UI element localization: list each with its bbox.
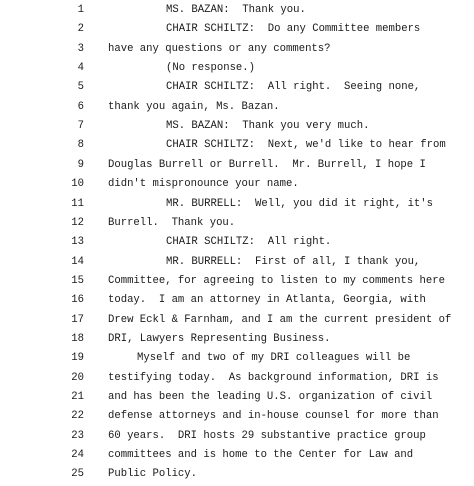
transcript-line (0, 407, 474, 426)
transcript-line (0, 1, 474, 20)
line-text: CHAIR SCHILTZ: Do any Committee members (166, 23, 421, 36)
transcript-line (0, 369, 474, 388)
line-text: committees and is home to the Center for Law and (108, 449, 414, 462)
line-number: 16 (71, 294, 84, 307)
transcript-line (0, 291, 474, 310)
line-number: 20 (71, 371, 84, 384)
line-number: 3 (77, 42, 84, 55)
transcript-line (0, 427, 474, 446)
line-number: 15 (71, 274, 84, 287)
transcript-line (0, 40, 474, 59)
line-text: have any questions or any comments? (108, 42, 331, 55)
line-number: 5 (77, 81, 84, 94)
line-number: 2 (77, 23, 84, 36)
line-text: thank you again, Ms. Bazan. (108, 100, 280, 113)
line-number: 25 (71, 468, 84, 481)
line-text: CHAIR SCHILTZ: Next, we'd like to hear from (166, 139, 446, 152)
line-text: defense attorneys and in-house counsel for more than (108, 410, 439, 423)
transcript-line (0, 446, 474, 465)
line-number: 21 (71, 391, 84, 403)
transcript-line (0, 59, 474, 78)
line-number: 9 (77, 158, 84, 171)
line-text: MR. BURRELL: Well, you did it right, it's (166, 197, 434, 210)
transcript-line (0, 20, 474, 39)
line-text: 60 years. DRI hosts 29 substantive practice group (108, 429, 426, 442)
line-text: Drew Eckl & Farnham, and I am the current president of (108, 313, 452, 326)
line-text: Burrell. Thank you. (108, 216, 236, 229)
line-number: 6 (77, 100, 84, 113)
line-text: Committee, for agreeing to listen to my comments here (108, 274, 445, 287)
line-number: 18 (71, 332, 84, 345)
line-number: 22 (71, 410, 84, 423)
transcript-line (0, 388, 474, 407)
line-text: MS. BAZAN: Thank you very much. (166, 120, 370, 133)
line-number: 8 (77, 139, 84, 152)
line-text: Douglas Burrell or Burrell. Mr. Burrell, I hope I (108, 158, 426, 171)
transcript-line (0, 117, 474, 136)
line-number: 7 (77, 120, 84, 133)
line-text: MR. BURRELL: First of all, I thank you, (166, 255, 421, 268)
line-number: 17 (71, 313, 84, 326)
transcript-line (0, 253, 474, 272)
transcript-line (0, 272, 474, 291)
line-text: DRI, Lawyers Representing Business. (108, 332, 331, 345)
line-number: 4 (77, 62, 84, 75)
line-number: 13 (71, 236, 84, 249)
transcript-line (0, 214, 474, 233)
transcript-line (0, 311, 474, 330)
line-text: CHAIR SCHILTZ: All right. Seeing none, (166, 81, 421, 94)
line-number: 14 (71, 255, 84, 268)
line-text: testifying today. As background information, DRI is (108, 371, 439, 384)
transcript-line (0, 195, 474, 214)
line-number: 23 (71, 429, 84, 442)
line-text: CHAIR SCHILTZ: All right. (166, 236, 332, 249)
line-text: MS. BAZAN: Thank you. (166, 4, 306, 16)
transcript-line (0, 136, 474, 155)
line-text: didn't mispronounce your name. (108, 178, 299, 191)
line-number: 12 (71, 216, 84, 229)
transcript-line (0, 349, 474, 368)
line-text: Myself and two of my DRI colleagues will be (137, 352, 411, 365)
line-text: and has been the leading U.S. organization of civil (108, 391, 433, 403)
line-number: 11 (71, 197, 84, 210)
line-number: 10 (71, 178, 84, 191)
line-text: today. I am an attorney in Atlanta, Georgia, with (108, 294, 426, 307)
transcript-line (0, 98, 474, 117)
line-number: 1 (77, 4, 84, 16)
transcript-line (0, 156, 474, 175)
transcript-line (0, 465, 474, 484)
line-text: (No response.) (166, 62, 256, 75)
line-number: 24 (71, 449, 84, 462)
line-number: 19 (71, 352, 84, 365)
transcript-line (0, 78, 474, 97)
transcript-line (0, 330, 474, 349)
line-text: Public Policy. (108, 468, 198, 481)
transcript-line (0, 175, 474, 194)
transcript-line (0, 233, 474, 252)
